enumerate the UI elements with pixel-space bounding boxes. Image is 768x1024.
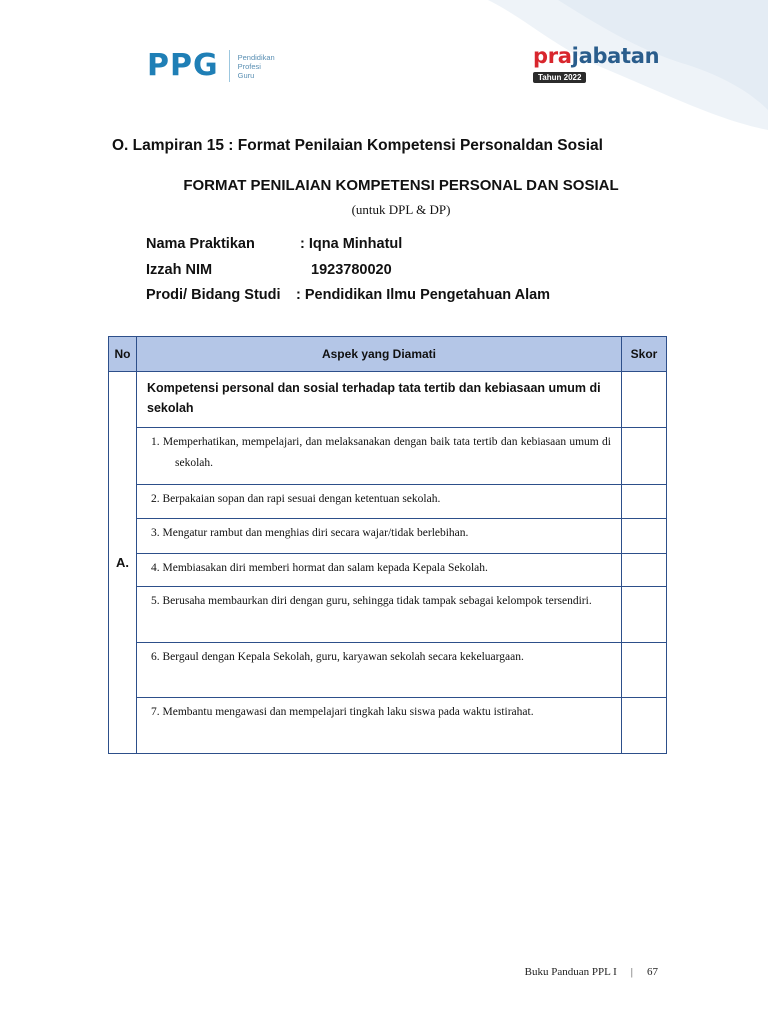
score-cell[interactable]: [622, 485, 667, 519]
document-subtitle: (untuk DPL & DP): [351, 202, 451, 217]
footer-book-title: Buku Panduan PPL I: [524, 966, 617, 978]
footer-separator: |: [630, 966, 633, 978]
aspect-item-4: [137, 554, 622, 587]
document-title: FORMAT PENILAIAN KOMPETENSI PERSONAL DAN SOSIAL: [183, 177, 619, 194]
aspect-item-text: 7. Membantu mengawasi dan mempelajari tingkah laku siswa pada waktu istirahat.: [151, 706, 534, 718]
table-row: [109, 519, 667, 554]
ppg-sub-line-2: Profesi: [237, 61, 261, 71]
table-row: [109, 485, 667, 519]
score-cell[interactable]: [622, 698, 667, 754]
table-row: [109, 428, 667, 485]
aspect-item-text: 1. Memperhatikan, mempelajari, dan melaksanakan dengan baik tata tertib dan kebiasaan umum di sekolah.: [151, 436, 611, 469]
aspect-item-1: [137, 428, 622, 485]
score-cell[interactable]: [622, 587, 667, 643]
header-skor: Skor: [622, 337, 667, 372]
score-cell[interactable]: [622, 372, 667, 428]
category-cell: Kompetensi personal dan sosial terhadap tata tertib dan kebiasaan umum di sekolah: [137, 372, 622, 428]
section-title: O. Lampiran 15 : Format Penilaian Kompetensi Personaldan Sosial: [112, 137, 603, 154]
page-footer: [525, 966, 658, 978]
aspect-item-3: [137, 519, 622, 554]
prajabatan-logo: [533, 46, 659, 85]
ppg-sub-line-1: Pendidikan: [237, 52, 275, 62]
aspect-item-text: 6. Bergaul dengan Kepala Sekolah, guru, karyawan sekolah secara kekeluargaan.: [151, 651, 524, 663]
aspect-item-5: [137, 587, 622, 643]
aspect-item-7: [137, 698, 622, 754]
nama-value: : Iqna Minhatul: [300, 236, 403, 252]
prodi-label: Prodi/ Bidang Studi: [146, 287, 281, 303]
ppg-sub-line-3: Guru: [237, 70, 255, 80]
prajabatan-wordmark: [533, 46, 659, 67]
ppg-logo: [147, 50, 275, 82]
ppg-logo-text: PPG: [147, 48, 219, 83]
ppg-logo-subtitle: [238, 53, 275, 80]
prajabatan-wordmark-blue: jabatan: [571, 44, 660, 68]
score-cell[interactable]: [622, 554, 667, 587]
info-row-nama: [146, 236, 402, 252]
header-aspek: Aspek yang Diamati: [137, 337, 622, 372]
aspect-item-2: [137, 485, 622, 519]
aspect-item-text: 2. Berpakaian sopan dan rapi sesuai dengan ketentuan sekolah.: [151, 493, 441, 505]
section-number-cell: A.: [109, 372, 137, 754]
year-badge: Tahun 2022: [533, 72, 586, 83]
score-cell[interactable]: [622, 519, 667, 554]
score-cell[interactable]: [622, 428, 667, 485]
ppg-logo-separator: [229, 50, 230, 82]
table-row: [109, 587, 667, 643]
score-cell[interactable]: [622, 643, 667, 698]
info-row-prodi: [146, 287, 550, 303]
nama-label: Nama Praktikan: [146, 236, 255, 252]
table-row: [109, 643, 667, 698]
aspect-item-6: [137, 643, 622, 698]
aspect-item-text: 4. Membiasakan diri memberi hormat dan salam kepada Kepala Sekolah.: [151, 562, 488, 574]
assessment-table: [108, 336, 667, 754]
header-no: No: [109, 337, 137, 372]
nim-label: Izzah NIM: [146, 262, 213, 278]
footer-page-number: 67: [647, 966, 658, 978]
aspect-item-text: 5. Berusaha membaurkan diri dengan guru, sehingga tidak tampak sebagai kelompok tersendiri.: [151, 595, 592, 607]
category-row: [109, 372, 667, 428]
prodi-value: : Pendidikan Ilmu Pengetahuan Alam: [296, 287, 551, 303]
table-row: [109, 554, 667, 587]
info-row-nim: [146, 262, 392, 278]
nim-value: 1923780020: [311, 262, 392, 278]
aspect-item-text: 3. Mengatur rambut dan menghias diri secara wajar/tidak berlebihan.: [151, 527, 469, 539]
table-row: [109, 698, 667, 754]
table-header-row: [109, 337, 667, 372]
prajabatan-wordmark-red: pra: [533, 44, 572, 68]
